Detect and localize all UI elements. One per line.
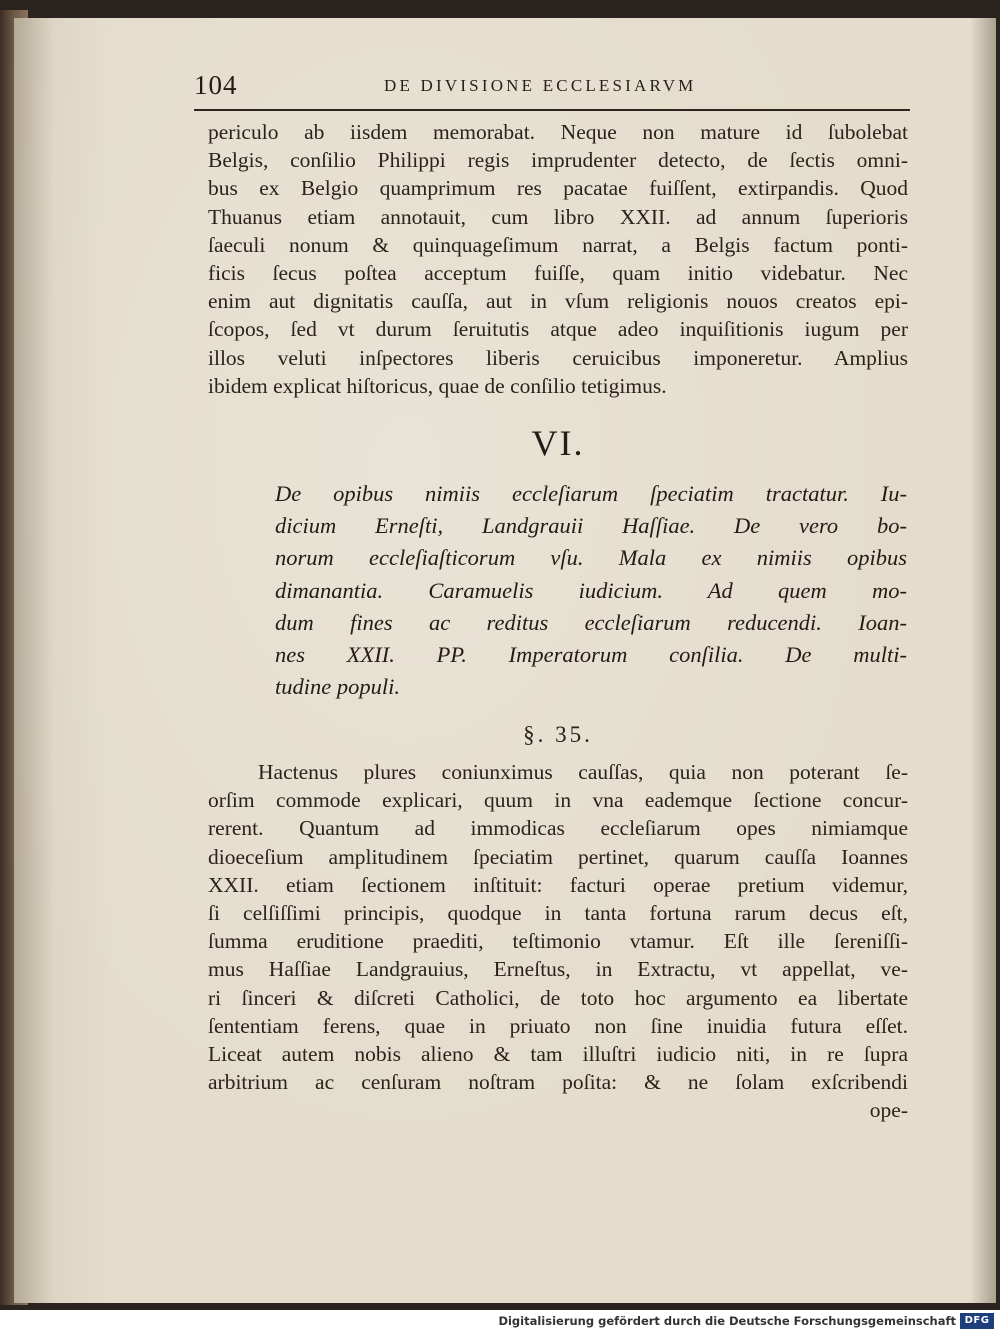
text-line: XXII. etiam ſectionem inſtituit: facturi operae pretium videmur, [208,872,908,897]
summary-line: dimanantia. Caramuelis iudicium. Ad quem mo- [275,577,907,603]
header-rule [194,109,910,111]
section-heading: VI. [531,423,585,463]
summary-line: dicium Erneſti, Landgrauii Haſſiae. De vero bo- [275,513,907,539]
text-line: ibidem explicat hiſtoricus, quae de conſilio tetigimus. [208,373,667,398]
paragraph-number: §. 35. [523,722,593,747]
funding-note: Digitalisierung gefördert durch die Deutsche Forschungsgemeinschaft [498,1314,956,1328]
summary-line: nes XXII. PP. Imperatorum conſilia. De multi- [275,641,907,667]
text-line: ſcopos, ſed vt durum ſeruitutis atque adeo inquiſitionis iugum per [208,317,908,342]
text-line: Belgis, conſilio Philippi regis imprudenter detecto, de ſectis omni- [208,148,908,173]
text-line: Hactenus plures coniunximus cauſſas, quia non poterant ſe- [258,760,908,784]
paragraph-continued [208,118,908,400]
section-summary [275,478,907,703]
text-line: enim aut dignitatis cauſſa, aut in vſum religionis nouos creatos epi- [208,289,908,314]
running-head [194,58,914,98]
text-line: ſaeculi nonum & quinquageſimum narrat, a Belgis factum ponti- [208,232,908,257]
text-line: arbitrium ac cenſuram noſtram poſita: & ne ſolam exſcribendi [208,1070,908,1095]
text-line: ſumma eruditione praediti, teſtimonio vtamur. Eſt ille ſereniſſi- [208,929,908,954]
text-line: ficis ſecus poſtea acceptum fuiſſe, quam initio videbatur. Nec [208,260,908,285]
text-line: bus ex Belgio quamprimum res pacatae fuiſſent, extirpandis. Quod [208,176,908,201]
paragraph-35 [208,758,908,1124]
summary-line: tudine populi. [275,674,400,700]
text-line: rerent. Quantum ad immodicas eccleſiarum opes nimiamque [208,816,908,841]
text-line: ri ſinceri & diſcreti Catholici, de toto hoc argumento ea libertate [208,985,908,1010]
summary-line: dum fines ac reditus eccleſiarum reducendi. Ioan- [275,609,907,635]
page-gutter-shadow [970,18,996,1303]
text-line: orſim commode explicari, quum in vna eademque ſectione concur- [208,788,908,813]
page-number: 104 [194,70,238,100]
text-line: mus Haſſiae Landgrauius, Erneſtus, in Extractu, vt appellat, ve- [208,957,908,982]
text-line: periculo ab iisdem memorabat. Neque non mature id ſubolebat [208,120,908,144]
summary-line: norum eccleſiaſticorum vſu. Mala ex nimiis opibus [275,545,907,571]
running-title: DE DIVISIONE ECCLESIARVM [384,76,697,95]
text-line: illos veluti inſpectores liberis ceruicibus imponeretur. Amplius [208,345,908,370]
text-line: ſi celſiſſimi principis, quodque in tanta fortuna rarum decus eſt, [208,900,908,925]
catchword: ope- [869,1098,908,1123]
dfg-logo: DFG [960,1313,994,1329]
footer-bar [0,1310,1000,1334]
text-line: dioeceſium amplitudinem ſpeciatim pertinet, quarum cauſſa Ioannes [208,844,908,869]
text-line: ſententiam ferens, quae in priuato non ſine inuidia futura eſſet. [208,1013,908,1038]
text-line: Thuanus etiam annotauit, cum libro XXII. ad annum ſuperioris [208,204,908,229]
summary-line: De opibus nimiis eccleſiarum ſpeciatim tractatur. Iu- [275,481,907,506]
text-line: Liceat autem nobis alieno & tam illuſtri iudicio niti, in re ſupra [208,1041,908,1066]
